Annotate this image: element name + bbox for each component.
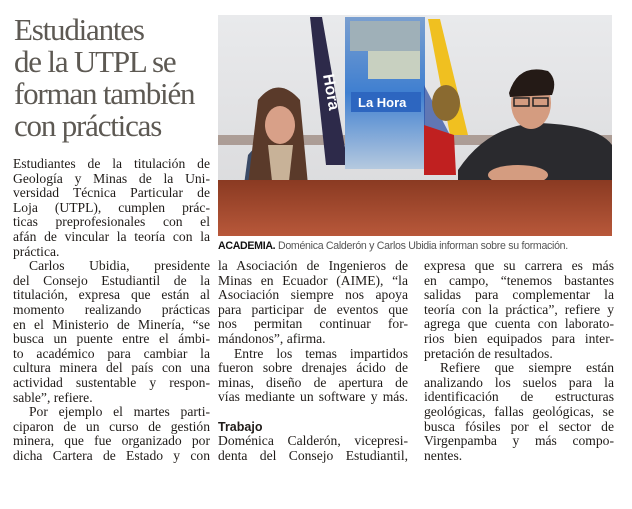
article-photo xyxy=(218,15,612,236)
text-line: actividad sustentable y respon- xyxy=(13,374,210,390)
headline-line: de la UTPL se xyxy=(14,44,176,79)
text-line: busca un puente entre el ámbi- xyxy=(13,331,210,347)
table xyxy=(218,180,612,236)
text-line: Asociación siempre nos apoya xyxy=(218,287,408,303)
text-line: identificación de estructuras xyxy=(424,389,614,405)
flag-text: Hora xyxy=(319,72,343,112)
text-line: minera, que fue organizado por xyxy=(13,433,210,449)
text-line: geológicas, fallas geológicas, se xyxy=(424,403,614,419)
text-line: Entre los temas impartidos xyxy=(234,345,408,361)
article-column-2 xyxy=(218,259,408,463)
text-line: to académico para cambiar la xyxy=(13,345,210,361)
text-line: práctica. xyxy=(13,243,60,259)
caption-text: Doménica Calderón y Carlos Ubidia informan sobre su formación. xyxy=(275,240,568,252)
text-line: titulación, expresa que están al xyxy=(13,287,210,303)
text-line: agrega que cuenta con laborato- xyxy=(424,316,614,332)
text-line: Estudiantes de la titulación de xyxy=(13,156,210,171)
text-line: salidas para complementar la xyxy=(424,287,614,303)
text-line: Refiere que siempre están xyxy=(440,360,614,376)
photo-caption xyxy=(218,240,618,252)
text-line: la Asociación de Ingenieros de xyxy=(218,258,408,273)
text-line: denta del Consejo Estudiantil, xyxy=(218,447,408,463)
text-line: en el Ministerio de Minería, “se xyxy=(13,316,210,332)
text-line: nos permitan continuar for- xyxy=(218,316,408,332)
text-line: Virgenpamba y más compo- xyxy=(424,433,614,449)
text-line: nentes. xyxy=(424,447,463,463)
text-line: cultura minera del país con una xyxy=(13,360,210,376)
text-line: afán de vincular la teoría con la xyxy=(13,228,210,244)
article-column-1 xyxy=(13,157,210,463)
banner-text: La Hora xyxy=(358,95,407,110)
text-line: fueron sobre drenajes ácido de xyxy=(218,360,408,376)
text-line: minas, diseño de apertura de xyxy=(218,374,408,390)
text-line: teoría con la práctica”, refiere y xyxy=(424,301,614,317)
text-line: dicha Cartera de Estado y con xyxy=(13,447,210,463)
photo-illustration xyxy=(218,15,612,236)
headline-line: Estudiantes xyxy=(14,12,144,47)
text-line: en campo, “tenemos bastantes xyxy=(424,272,614,288)
text-line: para participar de eventos que xyxy=(218,301,408,317)
text-line: pretación de resultados. xyxy=(424,345,553,361)
text-line: sable”, refiere. xyxy=(13,389,93,405)
text-line: Por ejemplo el martes parti- xyxy=(29,404,210,420)
text-line: vías mediante un software y más. xyxy=(218,389,408,405)
text-line: momento realizando prácticas xyxy=(13,301,210,317)
banner xyxy=(345,17,425,169)
spacer xyxy=(218,405,408,420)
caption-label: ACADEMIA. xyxy=(218,240,276,252)
text-line: mándonos”, afirma. xyxy=(218,330,326,346)
text-line: analizando los suelos para la xyxy=(424,374,614,390)
text-line: versidad Técnica Particular de xyxy=(13,185,210,201)
headline-line: con prácticas xyxy=(14,108,162,143)
text-line: rios bien equipados para inter- xyxy=(424,330,614,346)
headline-line: forman también xyxy=(14,76,195,111)
text-line: expresa que su carrera es más xyxy=(424,258,614,273)
text-line: Minas en Ecuador (AIME), “la xyxy=(218,272,408,288)
article-column-3 xyxy=(424,259,614,463)
text-line: Doménica Calderón, vicepresi- xyxy=(218,433,408,449)
text-line: del Consejo Estudiantil de la xyxy=(13,272,210,288)
text-line: busca fósiles por el sector de xyxy=(424,418,614,434)
text-line: Geología y Minas de la Uni- xyxy=(13,170,210,186)
text-line: ticas preprofesionales con el xyxy=(13,214,210,230)
text-line: Loja (UTPL), cumplen prác- xyxy=(13,199,210,215)
subheading: Trabajo xyxy=(218,419,263,434)
text-line: Carlos Ubidia, presidente xyxy=(29,258,210,274)
text-line: ciparon de un curso de gestión xyxy=(13,418,210,434)
headline xyxy=(14,14,214,142)
